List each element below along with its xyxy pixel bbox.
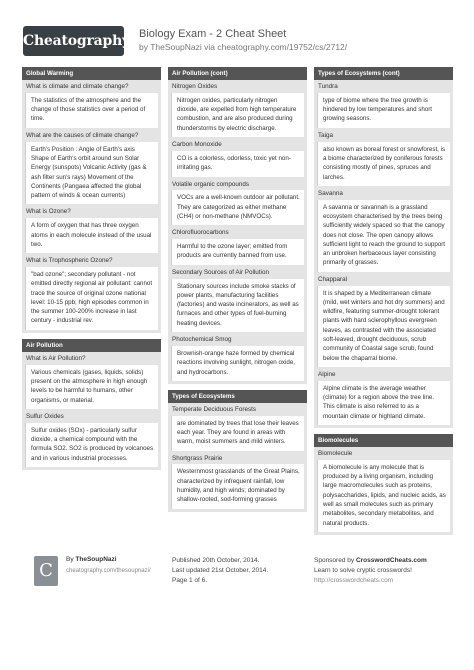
entry-heading: Chapparal [318,275,348,283]
entry-heading: Biomolecule [318,450,353,458]
section-title: Air Pollution (cont) [168,67,307,80]
entry-heading: Carbon Monoxide [172,141,222,149]
entry-text: Various chemicals (gases, liquids, solids) present on the atmosphere in high enough levels to be harmful to humans, other organisms, or material. [25,365,158,409]
entry-heading: What are the causes of climate change? [26,131,139,139]
entry-text: also known as boreal forest or snowforest, is a biome characterized by coniferous forests consisting mostly of pines, spruces and larches. [317,142,450,186]
footer-author-link[interactable]: TheSoupNazi [75,556,117,563]
entry-text: CO is a colorless, odorless, toxic yet non-irritating gas. [171,151,304,177]
section-types-of-ecosystems-cont [314,67,453,428]
entry-heading: Sulfur Oxides [26,412,64,420]
entry-heading: Chlorofluorocarbons [172,229,229,237]
section-types-of-ecosystems [168,390,307,512]
column-1 [22,67,161,476]
byline-prefix: by [139,42,148,52]
section-title: Types of Ecosystems (cont) [314,67,453,80]
entry-text: Alpine climate is the average weather (climate) for a region above the tree line. This climate is also referred to as a mountain climate or highland climate. [317,381,450,425]
entry-heading: What is Ozone? [26,208,71,216]
entry-text: A form of oxygen that has three oxygen atoms in each molecule instead of the usual two. [25,218,158,253]
sheet-url-link[interactable]: cheatography.com/19752/cs/2712/ [217,42,348,52]
footer-author [66,556,117,563]
entry-text: Nitrogen oxides, particularly nitrogen dioxide, are expelled from high temperature combustion, and are also produced during thunderstorms by electric discharge. [171,93,304,137]
entry-heading: Shortgrass Prairie [172,454,223,462]
entry-heading: Temperate Deciduous Forests [172,405,256,413]
entry-text: VOCs are a well-known outdoor air pollutant. They are categorized as either methane (CH4) or non-methane (NMVOCs). [171,190,304,225]
column-3 [314,67,453,541]
entry-text: A savanna or savannah is a grassland ecosystem characterised by the trees being sufficiently widely spaced so that the canopy does not close. The open canopy allows sufficient light to reach the ground to support an unbroken herbaceous layer consisting primarily of grasses. [317,200,450,272]
entry-text: A biomolecule is any molecule that is produced by a living organism, including large macromolecules such as proteins, polysaccharides, lipids, and nucleic acids, as well as small molecules such as primary metabolites, secondary metabolites, and natural products. [317,460,450,532]
page-footer [22,552,453,588]
entry-heading: What is Air Pollution? [26,354,86,362]
entry-text: Sulfur oxides (SOx) - particularly sulfur dioxide, a chemical compound with the formula SO2. SO2 is produced by volcanoes and in various industrial processes. [25,423,158,467]
footer-author-url[interactable]: cheatography.com/thesoupnazi/ [66,568,151,574]
author-avatar[interactable]: C [34,556,58,586]
entry-text: type of biome where the tree growth is hindered by low temperatures and short growing seasons. [317,93,450,128]
section-global-warming [22,67,161,333]
entry-heading: Secondary Sources of Air Pollution [172,268,269,276]
entry-heading: What is climate and climate change? [26,83,129,90]
entry-text: Stationary sources include smoke stacks of power plants, manufacturing facilities (factories) and waste incinerators, as well as furnaces and other types of fuel-burning heating devices. [171,279,304,332]
entry-text: It is shaped by a Mediterranean climate (mild, wet winters and hot dry summers) and wildfire, featuring summer-drought tolerant plants with hard sclerophyllous evergreen leaves, as contrasted with the associated soft-leaved, drought deciduous, scrub community of Coastal sage scrub, found below the chaparral biome. [317,286,450,367]
section-air-pollution [22,339,161,470]
entry-text: are dominated by trees that lose their leaves each year. They are found in areas with warm, moist summers and mild winters. [171,416,304,451]
footer-by-label: By [66,556,74,563]
section-title: Types of Ecosystems [168,390,307,403]
sponsor-prefix: Sponsored by [314,557,355,564]
section-title: Air Pollution [22,339,161,352]
entry-text: Westernmost grasslands of the Great Plains, characterized by infrequent rainfall, low humidity, and high winds; dominated by shallow-rooted, sod-forming grasses [171,464,304,508]
entry-heading: Taiga [318,131,334,139]
column-2 [168,67,307,518]
section-title: Global Warming [22,67,161,80]
entry-text: Brownish-orange haze formed by chemical reactions involving sunlight, nitrogen oxide, and hydrocarbons. [171,346,304,381]
sponsor-info [314,556,427,586]
page-number: Page 1 of 6. [172,577,208,585]
entry-heading: Alpine [318,370,336,378]
section-air-pollution-cont [168,67,307,384]
page-header [0,0,474,62]
page-title: Biology Exam - 2 Cheat Sheet [139,28,287,40]
cheatography-logo[interactable]: Cheatography [23,26,124,56]
sponsor-tagline: Learn to solve cryptic crosswords! [314,567,412,575]
byline-via: via [204,42,215,52]
entry-text: Earth's Position : Angle of Earth's axis Shape of Earth's orbit around sun Solar Energy (sunspots) Volcanic Activity (gas & ash filter sun's rays) Movement of the Continents (Pangaea affected the global pattern of winds & ocean currents) [25,142,158,205]
section-biomolecules [314,434,453,535]
entry-heading: Nitrogen Oxides [172,83,218,90]
entry-heading: Photochemical Smog [172,336,232,344]
section-title: Biomolecules [314,434,453,447]
entry-heading: What is Trophospheric Ozone? [26,257,113,265]
entry-text: The statistics of the atmosphere and the change of those statistics over a period of time. [25,93,158,128]
entry-heading: Volatile organic compounds [172,180,250,188]
sponsor-link[interactable]: CrosswordCheats.com [355,557,427,564]
byline [139,42,347,52]
entry-heading: Savanna [318,189,343,197]
entry-heading: Tundra [318,83,338,90]
publish-info [172,556,268,586]
updated-date: Last updated 21st October, 2014. [172,567,269,575]
entry-text: Harmful to the ozone layer; emitted from products are currently banned from use. [171,239,304,265]
published-date: Published 20th October, 2014. [172,557,260,564]
sponsor-url[interactable]: http://crosswordcheats.com [314,577,394,585]
entry-text: "bad ozone"; secondary pollutant - not emitted directly regional air pollutant: cannot trace the source of original ozone national level: 10-15 ppb; high episodes common in the summer 100-200% increase in last century - industrial rev. [25,267,158,330]
author-link[interactable]: TheSoupNazi [150,42,202,52]
